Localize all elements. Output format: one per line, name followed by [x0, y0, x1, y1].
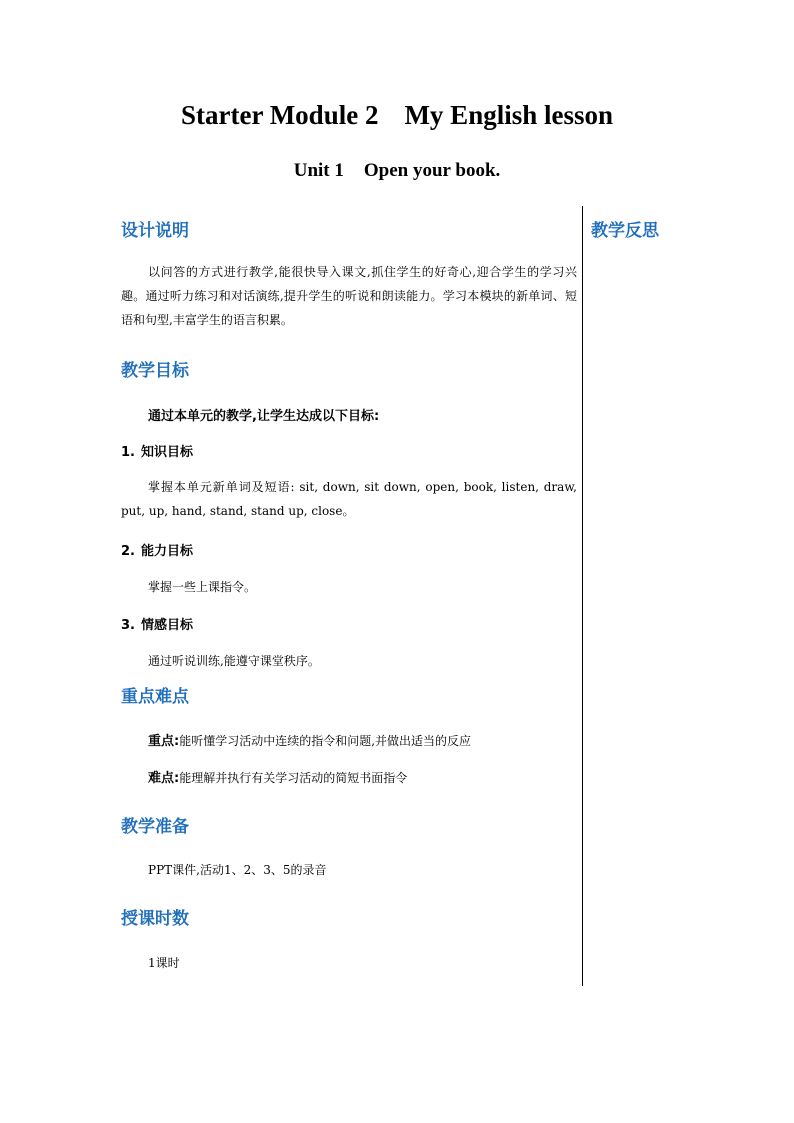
- design-text: 以问答的方式进行教学,能很快导入课文,抓住学生的好奇心,迎合学生的学习兴趣。通过听力练习和对话演练,提升学生的听说和朗读能力。学习本模块的新单词、短语和句型,丰富学生的语言积累。: [121, 265, 577, 327]
- hours-text: 1课时: [148, 956, 180, 970]
- objective-2-text: 掌握一些上课指令。: [148, 580, 257, 594]
- key-point-text: 能听懂学习活动中连续的指令和问题,并做出适当的反应: [179, 734, 472, 748]
- difficult-point-label: 难点:: [148, 771, 180, 786]
- unit-name: Open your book.: [363, 160, 501, 181]
- preparation-heading: 教学准备: [121, 817, 189, 837]
- lesson-title: My English lesson: [404, 100, 614, 130]
- preparation-text: PPT课件,活动1、2、3、5的录音: [148, 863, 327, 877]
- objective-3-heading: [121, 614, 193, 633]
- key-point-label: 重点:: [148, 734, 180, 749]
- objective-3-label: 情感目标: [141, 618, 194, 633]
- unit-title: [0, 160, 794, 182]
- objective-3-number: 3.: [121, 618, 135, 633]
- difficult-point: [148, 767, 407, 786]
- page-title: [0, 100, 794, 131]
- objective-2-number: 2.: [121, 544, 135, 559]
- reflection-heading: 教学反思: [591, 221, 659, 241]
- objective-3-text: 通过听说训练,能遵守课堂秩序。: [148, 654, 320, 668]
- hours-heading: 授课时数: [121, 909, 189, 929]
- objective-1-text: 掌握本单元新单词及短语: sit, down, sit down, open, book, listen, draw, put, up, hand, stand, stand up, close。: [121, 480, 577, 518]
- objective-2-heading: [121, 540, 193, 559]
- key-point: [148, 730, 471, 749]
- design-heading: 设计说明: [121, 221, 189, 241]
- unit-number: Unit 1: [293, 160, 344, 181]
- column-divider: [582, 206, 583, 986]
- objective-2-label: 能力目标: [141, 544, 194, 559]
- objective-1-heading: [121, 441, 193, 460]
- objective-1-number: 1.: [121, 445, 135, 460]
- keypoints-heading: 重点难点: [121, 687, 189, 707]
- objective-1-label: 知识目标: [141, 445, 194, 460]
- objectives-heading: 教学目标: [121, 361, 189, 381]
- objectives-intro: 通过本单元的教学,让学生达成以下目标:: [148, 409, 380, 424]
- difficult-point-text: 能理解并执行有关学习活动的简短书面指令: [179, 771, 408, 785]
- module-title: Starter Module 2: [180, 100, 379, 130]
